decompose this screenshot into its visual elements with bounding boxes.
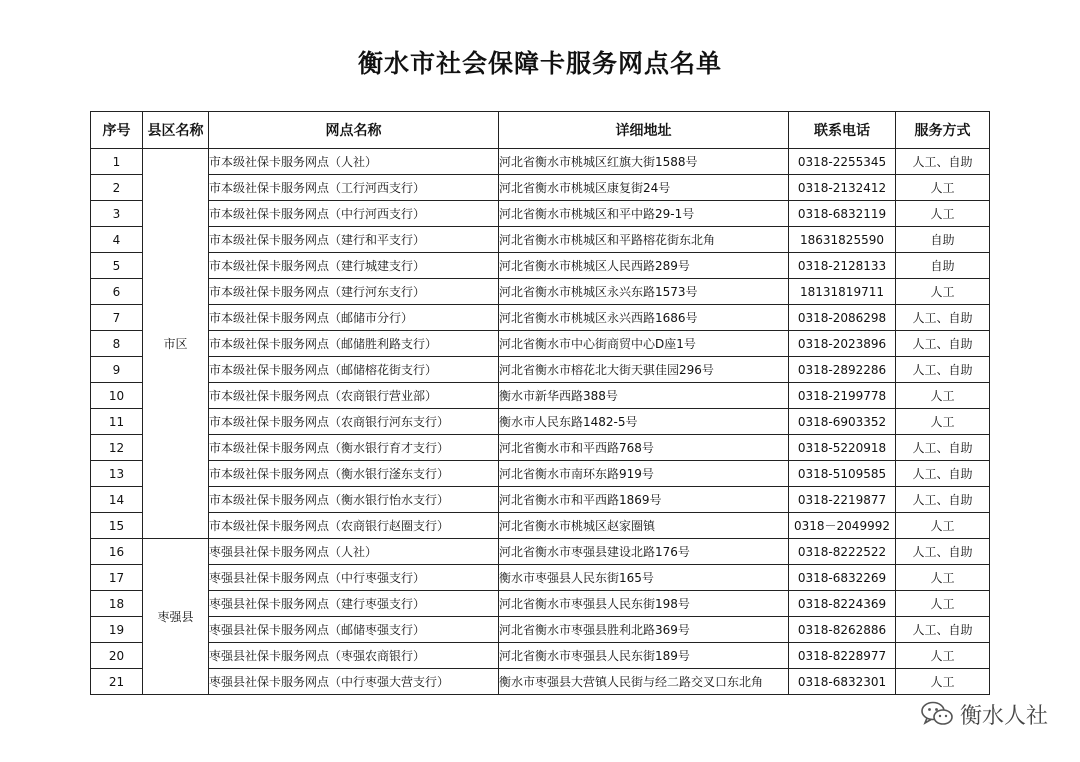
- header-district: 县区名称: [143, 112, 209, 149]
- cell-address: 河北省衡水市桃城区康复街24号: [499, 175, 789, 201]
- cell-index: 12: [91, 435, 143, 461]
- cell-point-name: 枣强县社保卡服务网点（建行枣强支行）: [209, 591, 499, 617]
- service-point-table: [90, 111, 990, 695]
- cell-index: 2: [91, 175, 143, 201]
- table-row: [91, 279, 990, 305]
- cell-phone: 0318-2892286: [789, 357, 896, 383]
- cell-phone: 0318-2128133: [789, 253, 896, 279]
- cell-service-mode: 人工、自助: [896, 435, 990, 461]
- table-body: [91, 149, 990, 695]
- cell-service-mode: 人工、自助: [896, 617, 990, 643]
- table-row: [91, 591, 990, 617]
- cell-address: 河北省衡水市枣强县胜利北路369号: [499, 617, 789, 643]
- cell-point-name: 市本级社保卡服务网点（邮储榕花街支行）: [209, 357, 499, 383]
- cell-address: 河北省衡水市桃城区和平路榕花街东北角: [499, 227, 789, 253]
- cell-index: 8: [91, 331, 143, 357]
- cell-phone: 0318-8224369: [789, 591, 896, 617]
- cell-address: 河北省衡水市和平西路1869号: [499, 487, 789, 513]
- cell-point-name: 市本级社保卡服务网点（农商银行河东支行）: [209, 409, 499, 435]
- cell-point-name: 枣强县社保卡服务网点（枣强农商银行）: [209, 643, 499, 669]
- cell-service-mode: 人工: [896, 409, 990, 435]
- cell-index: 14: [91, 487, 143, 513]
- header-index: 序号: [91, 112, 143, 149]
- cell-address: 河北省衡水市桃城区人民西路289号: [499, 253, 789, 279]
- table-row: [91, 305, 990, 331]
- cell-address: 河北省衡水市枣强县人民东街189号: [499, 643, 789, 669]
- cell-point-name: 枣强县社保卡服务网点（人社）: [209, 539, 499, 565]
- cell-phone: 0318-8262886: [789, 617, 896, 643]
- header-address: 详细地址: [499, 112, 789, 149]
- cell-phone: 0318-2023896: [789, 331, 896, 357]
- cell-index: 15: [91, 513, 143, 539]
- cell-service-mode: 人工: [896, 201, 990, 227]
- cell-service-mode: 人工: [896, 565, 990, 591]
- cell-service-mode: 人工、自助: [896, 149, 990, 175]
- cell-address: 河北省衡水市榕花北大街天骐佳园296号: [499, 357, 789, 383]
- cell-index: 4: [91, 227, 143, 253]
- cell-phone: 18631825590: [789, 227, 896, 253]
- table-row: [91, 201, 990, 227]
- cell-point-name: 枣强县社保卡服务网点（中行枣强支行）: [209, 565, 499, 591]
- wechat-icon: [920, 700, 954, 728]
- cell-index: 5: [91, 253, 143, 279]
- cell-address: 衡水市人民东路1482-5号: [499, 409, 789, 435]
- cell-address: 衡水市枣强县大营镇人民街与经二路交叉口东北角: [499, 669, 789, 695]
- watermark: [920, 698, 1048, 730]
- table-row: [91, 149, 990, 175]
- cell-point-name: 市本级社保卡服务网点（衡水银行育才支行）: [209, 435, 499, 461]
- cell-point-name: 市本级社保卡服务网点（农商银行营业部）: [209, 383, 499, 409]
- table-row: [91, 175, 990, 201]
- cell-index: 9: [91, 357, 143, 383]
- cell-phone: 0318-6832269: [789, 565, 896, 591]
- cell-index: 21: [91, 669, 143, 695]
- cell-point-name: 市本级社保卡服务网点（中行河西支行）: [209, 201, 499, 227]
- page-title: 衡水市社会保障卡服务网点名单: [357, 49, 722, 78]
- cell-point-name: 市本级社保卡服务网点（建行城建支行）: [209, 253, 499, 279]
- cell-phone: 0318-5109585: [789, 461, 896, 487]
- cell-address: 河北省衡水市桃城区永兴东路1573号: [499, 279, 789, 305]
- table-row: [91, 357, 990, 383]
- cell-service-mode: 人工、自助: [896, 357, 990, 383]
- cell-phone: 0318-2199778: [789, 383, 896, 409]
- cell-address: 河北省衡水市桃城区赵家圈镇: [499, 513, 789, 539]
- cell-service-mode: 自助: [896, 227, 990, 253]
- cell-point-name: 市本级社保卡服务网点（人社）: [209, 149, 499, 175]
- cell-service-mode: 人工、自助: [896, 487, 990, 513]
- cell-phone: 0318-6903352: [789, 409, 896, 435]
- cell-phone: 0318-2132412: [789, 175, 896, 201]
- cell-point-name: 市本级社保卡服务网点（邮储市分行）: [209, 305, 499, 331]
- cell-phone: 0318-2255345: [789, 149, 896, 175]
- table-row: [91, 617, 990, 643]
- table-row: [91, 643, 990, 669]
- cell-point-name: 市本级社保卡服务网点（邮储胜利路支行）: [209, 331, 499, 357]
- cell-index: 3: [91, 201, 143, 227]
- cell-address: 河北省衡水市中心街商贸中心D座1号: [499, 331, 789, 357]
- cell-index: 19: [91, 617, 143, 643]
- cell-address: 衡水市枣强县人民东街165号: [499, 565, 789, 591]
- cell-address: 河北省衡水市桃城区和平中路29-1号: [499, 201, 789, 227]
- cell-phone: 0318-2219877: [789, 487, 896, 513]
- header-point-name: 网点名称: [209, 112, 499, 149]
- cell-point-name: 市本级社保卡服务网点（工行河西支行）: [209, 175, 499, 201]
- cell-index: 1: [91, 149, 143, 175]
- cell-district: 市区: [143, 149, 209, 539]
- table-row: [91, 513, 990, 539]
- cell-index: 10: [91, 383, 143, 409]
- table-row: [91, 227, 990, 253]
- cell-address: 河北省衡水市和平西路768号: [499, 435, 789, 461]
- cell-index: 13: [91, 461, 143, 487]
- cell-service-mode: 人工、自助: [896, 331, 990, 357]
- table-row: [91, 409, 990, 435]
- cell-service-mode: 人工、自助: [896, 461, 990, 487]
- cell-service-mode: 人工、自助: [896, 539, 990, 565]
- watermark-text: 衡水人社: [959, 703, 1048, 729]
- header-phone: 联系电话: [789, 112, 896, 149]
- cell-service-mode: 人工: [896, 513, 990, 539]
- cell-address: 河北省衡水市桃城区红旗大街1588号: [499, 149, 789, 175]
- cell-index: 20: [91, 643, 143, 669]
- cell-service-mode: 人工: [896, 383, 990, 409]
- cell-index: 16: [91, 539, 143, 565]
- cell-index: 11: [91, 409, 143, 435]
- cell-address: 河北省衡水市桃城区永兴西路1686号: [499, 305, 789, 331]
- cell-index: 17: [91, 565, 143, 591]
- cell-address: 河北省衡水市枣强县人民东街198号: [499, 591, 789, 617]
- cell-address: 衡水市新华西路388号: [499, 383, 789, 409]
- cell-point-name: 市本级社保卡服务网点（建行和平支行）: [209, 227, 499, 253]
- cell-point-name: 市本级社保卡服务网点（衡水银行滏东支行）: [209, 461, 499, 487]
- cell-index: 6: [91, 279, 143, 305]
- table-row: [91, 669, 990, 695]
- table-row: [91, 253, 990, 279]
- cell-index: 7: [91, 305, 143, 331]
- cell-index: 18: [91, 591, 143, 617]
- table-row: [91, 383, 990, 409]
- cell-phone: 18131819711: [789, 279, 896, 305]
- cell-point-name: 枣强县社保卡服务网点（中行枣强大营支行）: [209, 669, 499, 695]
- cell-service-mode: 人工: [896, 175, 990, 201]
- cell-phone: 0318-5220918: [789, 435, 896, 461]
- table-row: [91, 487, 990, 513]
- cell-service-mode: 人工: [896, 643, 990, 669]
- cell-address: 河北省衡水市枣强县建设北路176号: [499, 539, 789, 565]
- cell-point-name: 市本级社保卡服务网点（农商银行赵圈支行）: [209, 513, 499, 539]
- cell-service-mode: 人工: [896, 591, 990, 617]
- cell-service-mode: 人工: [896, 669, 990, 695]
- cell-district: 枣强县: [143, 539, 209, 695]
- cell-service-mode: 人工: [896, 279, 990, 305]
- cell-service-mode: 自助: [896, 253, 990, 279]
- table-row: [91, 331, 990, 357]
- table-row: [91, 435, 990, 461]
- table-row: [91, 461, 990, 487]
- cell-phone: 0318－2049992: [789, 513, 896, 539]
- cell-address: 河北省衡水市南环东路919号: [499, 461, 789, 487]
- header-service-mode: 服务方式: [896, 112, 990, 149]
- table-row: [91, 565, 990, 591]
- table-row: [91, 539, 990, 565]
- cell-point-name: 市本级社保卡服务网点（建行河东支行）: [209, 279, 499, 305]
- cell-phone: 0318-2086298: [789, 305, 896, 331]
- cell-point-name: 市本级社保卡服务网点（衡水银行怡水支行）: [209, 487, 499, 513]
- cell-phone: 0318-6832119: [789, 201, 896, 227]
- table-header-row: [91, 112, 990, 149]
- cell-point-name: 枣强县社保卡服务网点（邮储枣强支行）: [209, 617, 499, 643]
- cell-phone: 0318-8222522: [789, 539, 896, 565]
- cell-service-mode: 人工、自助: [896, 305, 990, 331]
- cell-phone: 0318-8228977: [789, 643, 896, 669]
- cell-phone: 0318-6832301: [789, 669, 896, 695]
